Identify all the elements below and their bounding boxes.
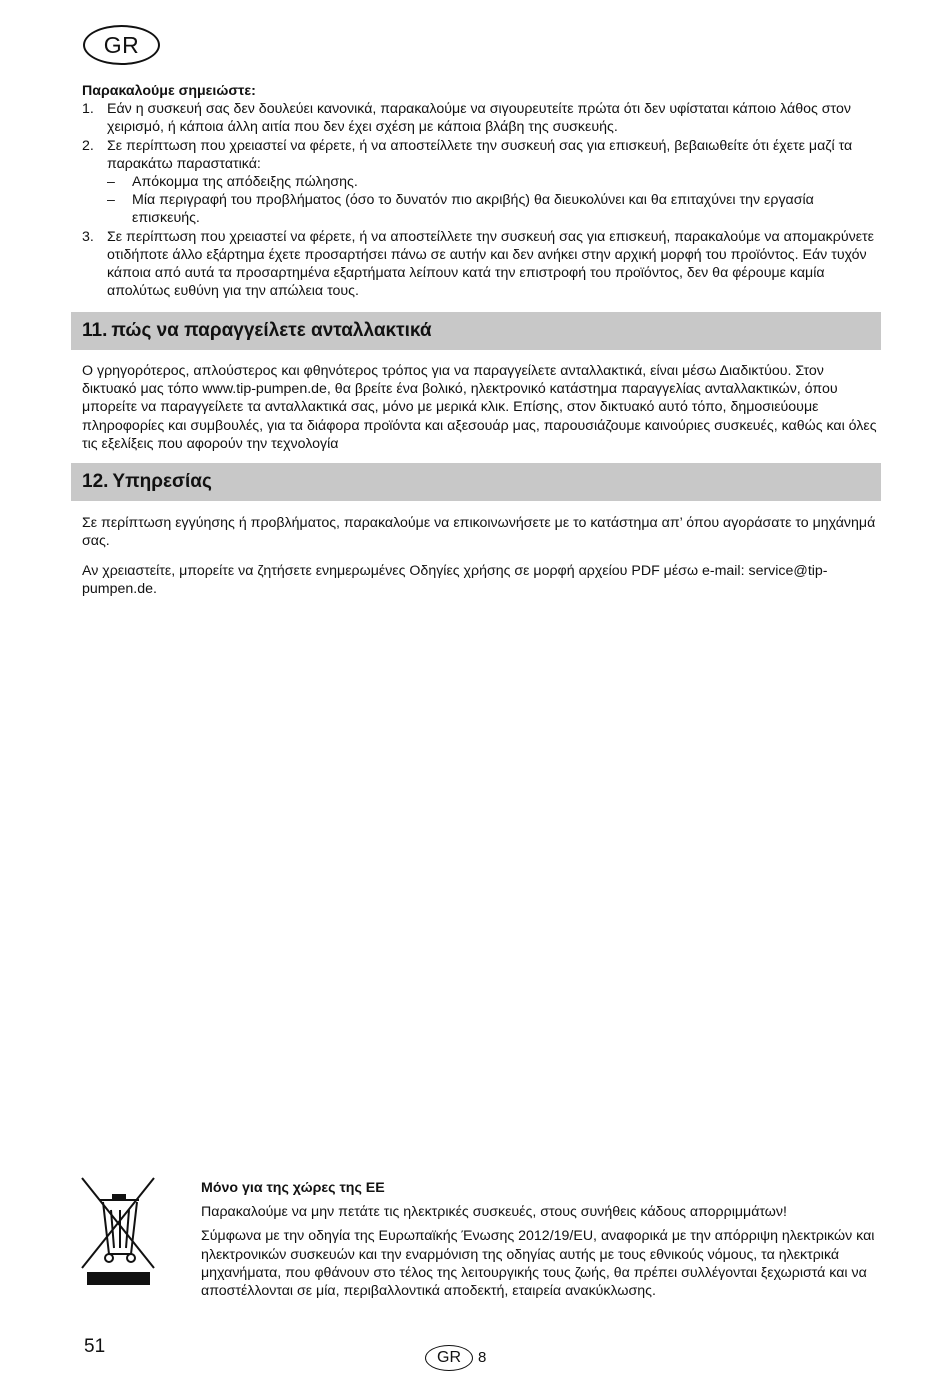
footer-page-number: 8 <box>478 1349 487 1366</box>
sub-list-item <box>82 191 882 227</box>
eu-notice-line-2: Σύμφωνα με την οδηγία της Ευρωπαϊκής Ένωσης 2012/19/EU, αναφορικά με την απόρριψη ηλεκτρικών και ηλεκτρονικών συσκευών και την εναρμόνιση της οδηγίας αυτής με τους εθνικούς νόμους, τα ηλεκτρικά μηχανήματα, που φθάνουν στο τέλος της λειτουργικής τους ζωής, θα πρέπει συλλέγονται ξεχωριστά και να αποστέλλονται σε μία, περιβαλλοντικά αποδεκτή, εταιρεία ανακύκλωσης. <box>201 1228 875 1300</box>
section-title: Υπηρεσίας <box>112 471 212 492</box>
section-12-heading <box>71 463 881 501</box>
sub-list-text: Μία περιγραφή του προβλήματος (όσο το δυνατόν πιο ακριβής) θα διευκολύνει και θα επιταχύνει την εργασία επισκευής. <box>132 192 814 227</box>
section-number: 11. <box>82 320 108 341</box>
notes-title: Παρακαλούμε σημειώστε: <box>82 83 256 99</box>
list-number: 1. <box>82 101 94 118</box>
eu-notice-title: Μόνο για της χώρες της ΕΕ <box>201 1180 385 1196</box>
list-number: 3. <box>82 228 94 245</box>
section-11-body: Ο γρηγορότερος, απλούστερος και φθηνότερος τρόπος για να παραγγείλετε ανταλλακτικά, είναι μέσω Διαδικτύου. Στον δικτυακό μας τόπο www.tip-pumpen.de, θα βρείτε ένα βολικό, ηλεκτρονικό κατάστημα παραγγελίας ανταλλακτικών, όπου μπορείτε να παραγγείλετε τα ανταλλακτικά σας, μόνο με μερικά κλικ. Επίσης, στον δικτυακό αυτό τόπο, δημοσιεύουμε πληροφορίες και συμβουλές, για τα διάφορα προϊόντα και αξεσουάρ μας, παρουσιάζουμε καινούριες συσκευές, καθώς και όλες τις εξελίξεις που αφορούν την τεχνολογία <box>82 363 877 452</box>
section-12-body-1: Σε περίπτωση εγγύησης ή προβλήματος, παρακαλούμε να επικοινωνήσετε με το κατάστημα απ’ όπου αγοράσατε το μηχάνημά σας. <box>82 515 876 550</box>
sub-list-text: Απόκομμα της απόδειξης πώλησης. <box>132 174 358 191</box>
sub-list-item <box>82 173 882 191</box>
weee-crossed-bin-icon <box>81 1176 156 1288</box>
footer-country-badge: GR <box>425 1345 473 1371</box>
page-number: 51 <box>84 1336 106 1357</box>
list-item <box>82 100 882 136</box>
list-text: Σε περίπτωση που χρειαστεί να φέρετε, ή να αποστείλλετε την συσκευή σας για επισκευή, παρακαλούμε να απομακρύνετε οτιδήποτε άλλο εξάρτημα έχετε προσαρτήσει πάνω σε αυτήν και δεν ανήκει στην αρχική μορφή του προϊόντος. Εάν τυχόν κάποια από αυτά τα προσαρτημένα εξαρτήματα λείπουν κατά την επιστροφή του προϊόντος, δεν θα φέρουμε καμία απολύτως ευθύνη για την απώλεια τους. <box>107 228 874 300</box>
dash-bullet: – <box>107 174 115 191</box>
section-12-body-2: Αν χρειαστείτε, μπορείτε να ζητήσετε ενημερωμένες Οδηγίες χρήσης σε μορφή αρχείου PDF μέσω e-mail: service@tip-pumpen.de. <box>82 563 828 598</box>
list-text: Σε περίπτωση που χρειαστεί να φέρετε, ή να αποστείλλετε την συσκευή σας για επισκευή, βεβαιωθείτε ότι έχετε μαζί τα παρακάτω παραστατικά: <box>107 137 853 172</box>
list-text: Εάν η συσκευή σας δεν δουλεύει κανονικά, παρακαλούμε να σιγουρευτείτε πρώτα ότι δεν υφίσταται κάποιο λάθος στον χειρισμό, ή κάποια άλλη αιτία που δεν έχει σχέση με κάποια βλάβη της συσκευής. <box>107 101 851 136</box>
list-number: 2. <box>82 137 94 154</box>
list-item <box>82 228 882 301</box>
section-number: 12. <box>82 471 109 492</box>
country-badge: GR <box>83 25 160 65</box>
section-11-heading <box>71 312 881 350</box>
eu-notice-line-1: Παρακαλούμε να μην πετάτε τις ηλεκτρικές συσκευές, στους συνήθεις κάδους απορριμμάτων! <box>201 1204 787 1221</box>
list-item <box>82 137 882 173</box>
section-title: πώς να παραγγείλετε ανταλλακτικά <box>111 320 432 341</box>
dash-bullet: – <box>107 192 115 209</box>
eu-disposal-notice <box>201 1179 881 1306</box>
notes-section <box>82 82 882 300</box>
